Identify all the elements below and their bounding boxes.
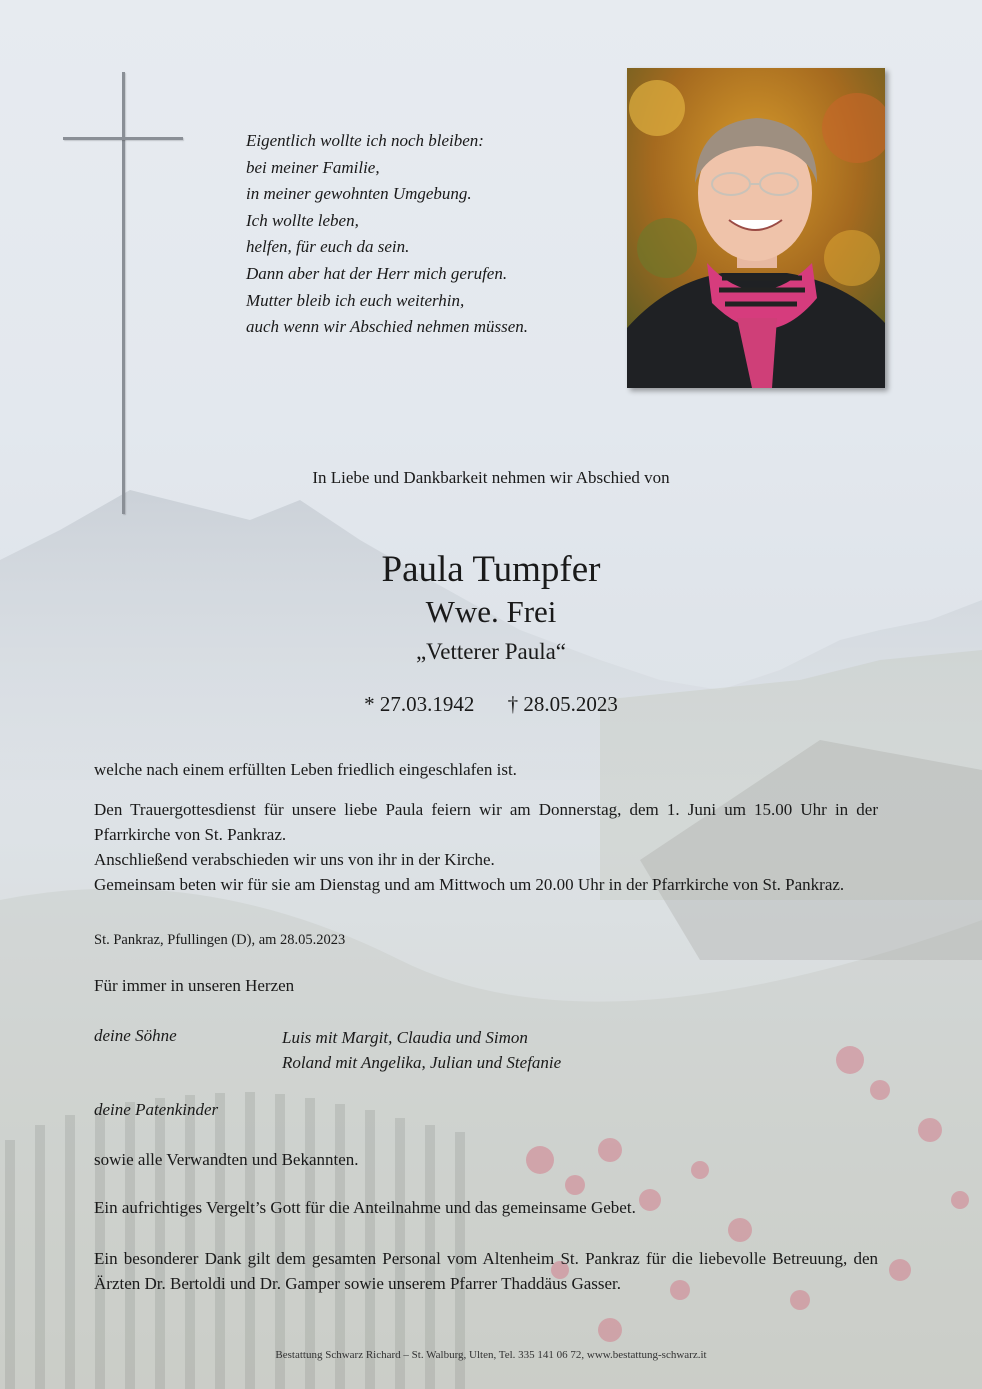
footer-undertaker: Bestattung Schwarz Richard – St. Walburg, Ulten, Tel. 335 141 06 72, www.bestattung-schwarz.it xyxy=(275,1349,707,1361)
deceased-name: Paula Tumpfer xyxy=(381,549,601,590)
birth-date: * 27.03.1942 xyxy=(364,692,475,716)
poem-line: Eigentlich wollte ich noch bleiben: xyxy=(246,131,484,150)
poem-line: helfen, für euch da sein. xyxy=(246,237,410,257)
sons-line: Roland mit Angelika, Julian und Stefanie xyxy=(282,1053,562,1072)
passing-line: welche nach einem erfüllten Leben friedlich eingeschlafen ist. xyxy=(94,760,517,779)
death-date: † 28.05.2023 xyxy=(507,692,618,716)
portrait-photo xyxy=(627,68,885,388)
relatives-text: sowie alle Verwandten und Bekannten. xyxy=(94,1150,359,1169)
deceased-nickname: „Vetterer Paula“ xyxy=(415,639,567,664)
godchildren-label: deine Patenkinder xyxy=(94,1100,219,1119)
deceased-widow-of: Wwe. Frei xyxy=(425,594,557,629)
prayer-text: Gemeinsam beten wir für sie am Dienstag und am Mittwoch um 20.00 Uhr in der Pfarrkirche von St. Pankraz. xyxy=(94,875,845,894)
poem xyxy=(246,128,606,341)
thanks-special xyxy=(94,1246,878,1296)
farewell-text: Anschließend verabschieden wir uns von ihr in der Kirche. xyxy=(94,850,495,869)
intro-text: In Liebe und Dankbarkeit nehmen wir Abschied von xyxy=(312,468,670,487)
poem-line: auch wenn wir Abschied nehmen müssen. xyxy=(246,317,529,337)
sons-label: deine Söhne xyxy=(94,1026,177,1045)
service-text: Den Trauergottesdienst für unsere liebe Paula feiern wir am Donnerstag, dem 1. Juni um 15.00 Uhr in der Pfarrkirche von St. Pankraz. xyxy=(94,800,878,844)
poem-line: in meiner gewohnten Umgebung. xyxy=(246,184,472,204)
cross-horizontal-beam xyxy=(63,137,183,140)
thanks-special-text: Ein besonderer Dank gilt dem gesamten Personal vom Altenheim St. Pankraz für die liebevolle Betreuung, den Ärzten Dr. Bertoldi und Dr. Gamper sowie unserem Pfarrer Thaddäus Gasser. xyxy=(94,1249,878,1293)
life-dates xyxy=(0,692,982,717)
poem-line: bei meiner Familie, xyxy=(246,157,380,177)
poem-line: Dann aber hat der Herr mich gerufen. xyxy=(246,263,508,283)
passing-text xyxy=(94,757,878,782)
forever-text: Für immer in unseren Herzen xyxy=(94,976,295,995)
poem-line: Ich wollte leben, xyxy=(246,210,359,230)
place-date: St. Pankraz, Pfullingen (D), am 28.05.2023 xyxy=(94,932,346,948)
sons-line: Luis mit Margit, Claudia und Simon xyxy=(282,1028,528,1047)
thanks-general: Ein aufrichtiges Vergelt’s Gott für die Anteilnahme und das gemeinsame Gebet. xyxy=(94,1198,636,1217)
service-info xyxy=(94,797,878,897)
sons-names xyxy=(282,1025,561,1075)
poem-line: Mutter bleib ich euch weiterhin, xyxy=(246,290,465,310)
